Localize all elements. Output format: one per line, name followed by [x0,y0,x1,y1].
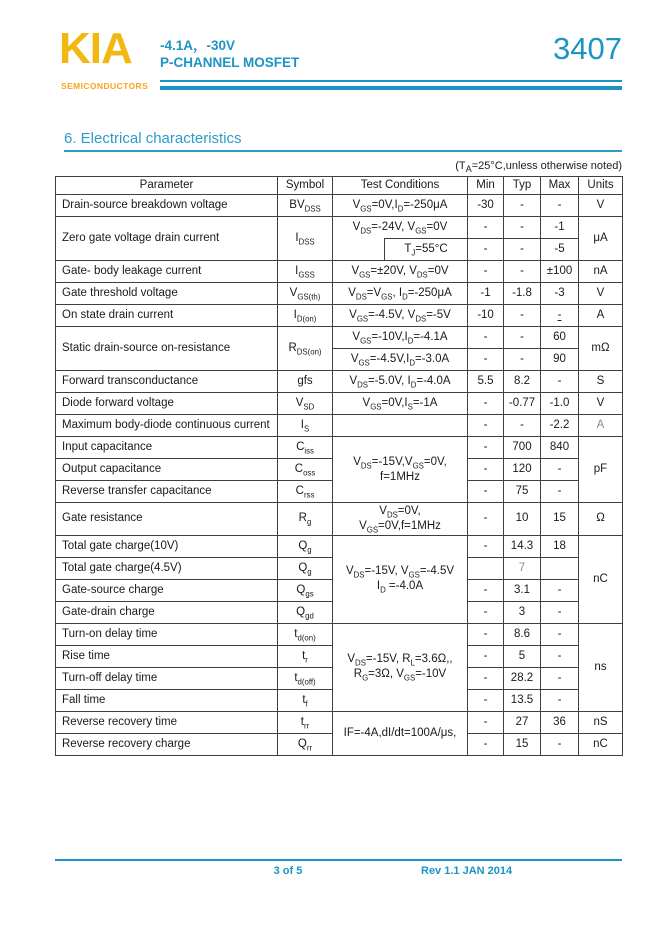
table-cell: $t_{d(on)}$ [278,623,333,645]
table-cell: 3.1 [504,579,541,601]
table-cell [468,557,504,579]
table-cell: - [541,371,579,393]
table-cell: Rise time [56,645,278,667]
table-cell: - [541,733,579,755]
table-cell: Total gate charge(10V) [56,535,278,557]
table-cell: - [504,327,541,349]
table-cell: On state drain current [56,305,278,327]
table-cell: $V_{GS}=-10V,I_D=-4.1A$ [333,327,468,349]
table-cell: $V_{GS}=\pm 20V$, $V_{DS}=0V$ [333,261,468,283]
table-cell: 28.2 [504,667,541,689]
table-cell: - [468,239,504,261]
table-cell: Gate threshold voltage [56,283,278,305]
table-cell: μA [579,217,623,261]
table-cell: Gate resistance [56,503,278,536]
table-cell: $t_{d(off)}$ [278,667,333,689]
table-cell: $t_f$ [278,689,333,711]
table-cell: -1.8 [504,283,541,305]
table-cell: - [468,503,504,536]
table-cell: $T_J=55^\circ C$ [385,239,468,261]
table-cell: - [468,437,504,459]
table-cell: - [504,349,541,371]
kia-logo: KIA [59,24,132,73]
table-cell: $Q_g$ [278,535,333,557]
table-cell: - [468,481,504,503]
table-cell: - [541,579,579,601]
table-cell: 75 [504,481,541,503]
table-cell: -5 [541,239,579,261]
part-number: 3407 [553,31,622,66]
table-cell: A [579,415,623,437]
table-cell: - [468,217,504,239]
table-cell: 8.2 [504,371,541,393]
table-cell: 60 [541,327,579,349]
device-type: P-CHANNEL MOSFET [160,55,300,70]
col-max: Max [541,177,579,195]
table-cell: ±100 [541,261,579,283]
table-cell: Reverse recovery time [56,711,278,733]
table-cell: 13.5 [504,689,541,711]
table-cell: A [579,305,623,327]
table-cell: gfs [278,371,333,393]
table-cell: Forward transconductance [56,371,278,393]
table-cell: - [541,481,579,503]
header-rule-thick [160,86,622,90]
table-cell: Gate- body leakage current [56,261,278,283]
table-cell: $V_{DS}=-15V$, $R_L=3.6\Omega$,, $R_G=3\Omega$, $V_{GS}=-10V$ [333,623,468,711]
table-row [56,195,623,217]
table-cell: 3 [504,601,541,623]
table-cell: $V_{DS}=-15V$, $V_{GS}=-4.5V$ $I_D =-4.0A$ [333,535,468,623]
table-cell: $t_{rr}$ [278,711,333,733]
table-cell: 5.5 [468,371,504,393]
table-row [56,283,623,305]
table-cell: -30 [468,195,504,217]
device-summary [160,37,299,71]
table-cell: 10 [504,503,541,536]
table-cell: $Q_g$ [278,557,333,579]
table-cell: - [468,535,504,557]
table-cell: - [468,623,504,645]
table-cell: - [468,667,504,689]
table-cell: $V_{DS}=0V$, $V_{GS}=0V,f=1MHz$ [333,503,468,536]
table-cell: V [579,195,623,217]
table-cell: 27 [504,711,541,733]
table-cell: 5 [504,645,541,667]
table-cell: - [468,689,504,711]
table-cell: $I_{D(on)}$ [278,305,333,327]
spec-table-body [56,195,623,756]
table-cell: $t_r$ [278,645,333,667]
col-units: Units [579,177,623,195]
table-cell: - [541,601,579,623]
table-cell: Input capacitance [56,437,278,459]
section-title: 6. Electrical characteristics [64,130,622,152]
table-cell: pF [579,437,623,503]
table-cell: $Q_{gs}$ [278,579,333,601]
table-cell [333,415,468,437]
table-cell: - [541,459,579,481]
table-cell: - [468,349,504,371]
table-cell: - [468,711,504,733]
table-cell: $V_{DS}=-15V,V_{GS}=0V$, f=1MHz [333,437,468,503]
table-cell: 18 [541,535,579,557]
col-min: Min [468,177,504,195]
table-cell: - [504,415,541,437]
table-row [56,535,623,557]
table-row [56,503,623,536]
table-cell: -10 [468,305,504,327]
table-cell: - [504,305,541,327]
table-cell: $Q_{gd}$ [278,601,333,623]
table-cell: $Q_{rr}$ [278,733,333,755]
electrical-characteristics-table [55,176,623,756]
footer-rule [55,859,622,861]
table-cell: $C_{oss}$ [278,459,333,481]
table-cell: $I_S$ [278,415,333,437]
conditions-note: ($T_A=25^\circ C,unless$ otherwise noted) [455,160,622,175]
table-cell: $V_{SD}$ [278,393,333,415]
table-cell: Gate-source charge [56,579,278,601]
table-cell: 15 [541,503,579,536]
table-cell: $V_{GS}=-4.5V,I_D=-3.0A$ [333,349,468,371]
table-cell: - [468,645,504,667]
table-cell: Maximum body-diode continuous current [56,415,278,437]
table-cell: 15 [504,733,541,755]
header-rule-thin [160,80,622,82]
table-cell: 700 [504,437,541,459]
table-cell: mΩ [579,327,623,371]
device-ratings: -4.1A，-30V [160,38,236,53]
table-cell: $R_g$ [278,503,333,536]
table-cell: S [579,371,623,393]
table-cell: - [541,645,579,667]
table-cell: Gate-drain charge [56,601,278,623]
table-row [56,711,623,733]
table-cell: - [468,733,504,755]
table-cell: $C_{rss}$ [278,481,333,503]
table-cell: $R_{DS(on)}$ [278,327,333,371]
col-typ: Typ [504,177,541,195]
table-cell: Reverse transfer capacitance [56,481,278,503]
table-cell: nA [579,261,623,283]
table-cell: - [468,415,504,437]
table-cell: 14.3 [504,535,541,557]
table-cell: - [504,261,541,283]
table-cell: $V_{GS}=-4.5V$, $V_{DS}=-5V$ [333,305,468,327]
table-cell: $V_{GS}=0V,I_D=-250\mu A$ [333,195,468,217]
table-cell: -0.77 [504,393,541,415]
table-cell: - [541,667,579,689]
logo-subtext: SEMICONDUCTORS [61,81,149,91]
table-cell: Zero gate voltage drain current [56,217,278,261]
table-cell: IF=-4A,dI/dt=100A/μs, [333,711,468,755]
table-cell: - [541,689,579,711]
table-cell: - [468,601,504,623]
page-indicator: 3 of 5 [273,865,303,877]
table-cell: - [468,327,504,349]
col-test-conditions: Test Conditions [333,177,468,195]
table-cell: V [579,393,623,415]
table-cell: $I_{DSS}$ [278,217,333,261]
revision-label: Rev 1.1 JAN 2014 [421,865,513,877]
table-cell: -1 [468,283,504,305]
table-row [56,623,623,645]
table-cell: - [541,623,579,645]
col-parameter: Parameter [56,177,278,195]
table-cell: 120 [504,459,541,481]
table-cell: 90 [541,349,579,371]
table-cell: - [504,195,541,217]
table-cell: Output capacitance [56,459,278,481]
table-cell: - [468,261,504,283]
table-cell: Drain-source breakdown voltage [56,195,278,217]
table-cell: - [504,217,541,239]
table-cell: 36 [541,711,579,733]
table-cell: - [468,393,504,415]
table-row [56,371,623,393]
table-row [56,393,623,415]
table-header-row [56,177,623,195]
table-cell: nS [579,711,623,733]
table-cell: $I_{GSS}$ [278,261,333,283]
table-cell: -2.2 [541,415,579,437]
table-cell: Total gate charge(4.5V) [56,557,278,579]
table-cell: - [541,195,579,217]
table-cell: 8.6 [504,623,541,645]
table-row [56,217,623,239]
table-cell: $BV_{DSS}$ [278,195,333,217]
table-cell: $C_{iss}$ [278,437,333,459]
table-cell: - [468,579,504,601]
table-cell: Reverse recovery charge [56,733,278,755]
table-cell: nC [579,733,623,755]
table-cell: $V_{DS}=-5.0V$, $I_D=-4.0A$ [333,371,468,393]
table-row [56,437,623,459]
table-cell: - [468,459,504,481]
table-cell: $V_{GS}=0V,I_S=-1A$ [333,393,468,415]
table-cell [541,557,579,579]
table-cell: $V_{DS}=-24V$, $V_{GS}=0V$ [333,217,468,239]
table-cell: -3 [541,283,579,305]
table-cell: ns [579,623,623,711]
table-row [56,261,623,283]
table-cell: $V_{GS(th)}$ [278,283,333,305]
table-cell: -1.0 [541,393,579,415]
table-cell: Fall time [56,689,278,711]
table-cell: 7 [504,557,541,579]
table-cell: - [504,239,541,261]
table-cell: Turn-on delay time [56,623,278,645]
table-cell: nC [579,535,623,623]
table-row [56,415,623,437]
table-cell: Ω [579,503,623,536]
table-cell: - [541,305,579,327]
table-row [56,327,623,349]
table-cell: Diode forward voltage [56,393,278,415]
table-row [56,305,623,327]
table-cell: V [579,283,623,305]
table-cell: Static drain-source on-resistance [56,327,278,371]
table-cell: -1 [541,217,579,239]
table-cell: Turn-off delay time [56,667,278,689]
col-symbol: Symbol [278,177,333,195]
table-cell: $V_{DS}=V_{GS}$, $I_D=-250\mu A$ [333,283,468,305]
table-cell [333,239,385,261]
table-cell: 840 [541,437,579,459]
